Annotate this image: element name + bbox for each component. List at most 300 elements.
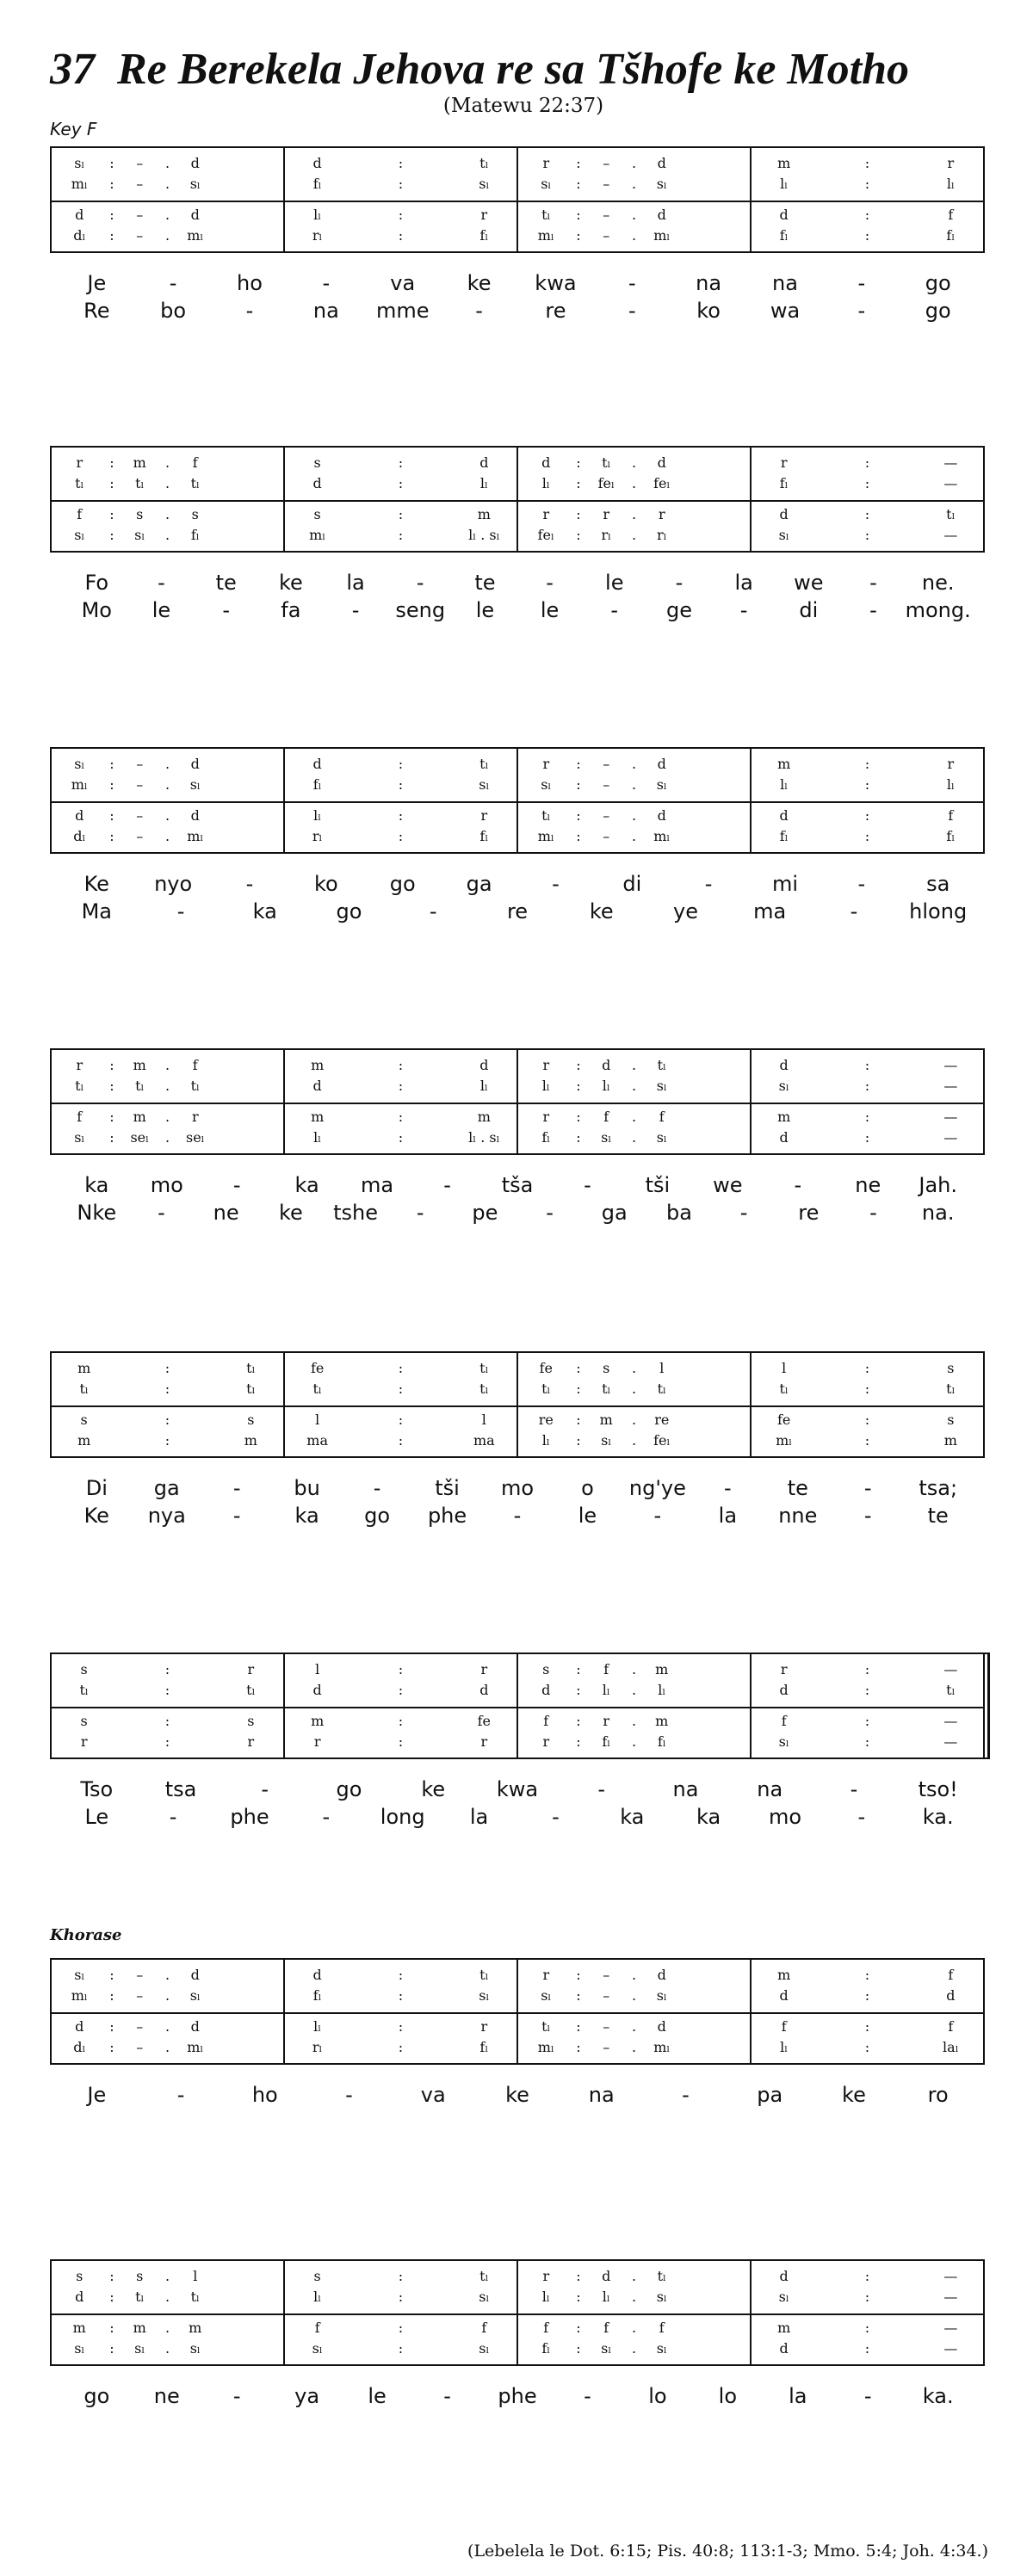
lyric-syllable: go: [925, 299, 951, 323]
note-cell: r: [603, 1713, 610, 1729]
voice-row: [752, 1986, 983, 2006]
lyric-syllable: seng: [395, 598, 446, 622]
lyric-syllable: -: [443, 1173, 451, 1197]
note-cell: d: [312, 1967, 322, 1983]
voice-row: [52, 1732, 283, 1752]
note-cell: fₗ: [657, 1733, 666, 1750]
note-cell: –: [136, 776, 144, 793]
lyric-syllable: -: [429, 899, 437, 924]
note-cell: :: [576, 2340, 581, 2357]
note-cell: :: [576, 1713, 581, 1729]
lyric-syllable: mme: [375, 299, 430, 323]
lyric-syllable: go: [84, 2384, 110, 2408]
staff: [50, 1652, 985, 1759]
note-cell: .: [164, 2289, 170, 2305]
note-cell: :: [398, 176, 404, 192]
note-cell: lₗ: [313, 2289, 322, 2305]
note-cell: d: [657, 155, 666, 171]
note-cell: f: [192, 1057, 198, 1073]
voice-row: [285, 225, 516, 246]
voice-row: [285, 153, 516, 174]
note-cell: :: [398, 454, 404, 471]
note-cell: :: [109, 2340, 114, 2357]
voice-row: [285, 2266, 516, 2287]
note-cell: r: [542, 1109, 550, 1125]
note-cell: sₗ: [656, 1987, 667, 2004]
lyric-syllable: ro: [927, 2083, 949, 2107]
note-cell: .: [164, 2018, 170, 2035]
note-cell: m: [777, 756, 791, 772]
note-cell: —: [943, 2320, 958, 2336]
note-cell: :: [864, 1078, 870, 1094]
lyric-syllable: la: [734, 571, 753, 595]
voice-row: [52, 225, 283, 246]
note-cell: ma: [306, 1432, 329, 1449]
note-cell: :: [864, 1360, 870, 1376]
note-cell: r: [480, 2018, 488, 2035]
note-cell: d: [779, 2268, 789, 2284]
lyric-syllable: ma: [753, 899, 787, 924]
lyric-syllable: -: [863, 1476, 872, 1500]
note-cell: fe: [776, 1412, 791, 1428]
note-cell: rₗ: [312, 2039, 323, 2055]
lyric-syllable: ke: [505, 2083, 529, 2107]
lyric-line: [50, 597, 985, 623]
lyric-line: [50, 1475, 985, 1501]
note-cell: tₗ: [541, 207, 551, 223]
note-cell: .: [631, 1360, 637, 1376]
note-cell: tₗ: [75, 1078, 84, 1094]
note-cell: –: [136, 828, 144, 844]
lyric-line: [50, 2082, 985, 2108]
lyric-syllable: va: [390, 271, 416, 295]
note-cell: tₗ: [479, 155, 489, 171]
note-cell: l: [315, 1412, 320, 1428]
lyric-syllable: Di: [85, 1476, 108, 1500]
measure: [52, 148, 283, 251]
lyric-syllable: -: [584, 2384, 591, 2408]
note-cell: :: [864, 2340, 870, 2357]
voice-row: [52, 2287, 283, 2307]
note-cell: re: [538, 1412, 554, 1428]
note-cell: d: [190, 207, 200, 223]
lyric-syllable: -: [850, 1777, 858, 1801]
note-cell: .: [631, 1129, 637, 1146]
note-cell: mₗ: [71, 1987, 88, 2004]
note-cell: :: [109, 527, 114, 543]
lyric-syllable: go: [389, 872, 416, 896]
lyric-syllable: te: [474, 571, 496, 595]
note-cell: lₗ: [313, 207, 322, 223]
note-cell: .: [164, 1057, 170, 1073]
voice-row: [518, 1379, 750, 1399]
note-cell: —: [943, 1109, 958, 1125]
lyric-syllable: -: [222, 598, 230, 622]
note-cell: s: [542, 1661, 550, 1677]
note-cell: dₗ: [73, 2039, 86, 2055]
lyric-syllable: ka.: [922, 2384, 954, 2408]
note-cell: —: [943, 1713, 958, 1729]
note-cell: :: [398, 1661, 404, 1677]
note-cell: fₗ: [541, 2340, 551, 2357]
note-cell: :: [576, 1109, 581, 1125]
note-cell: mₗ: [71, 176, 88, 192]
lyric-syllable: ya: [294, 2384, 320, 2408]
lyric-syllable: ka: [294, 1173, 319, 1197]
voice-row: [518, 1711, 750, 1732]
note-cell: sₗ: [778, 1078, 789, 1094]
measure: [283, 1960, 516, 2063]
lyric-syllable: ka.: [922, 1805, 954, 1829]
note-cell: :: [398, 1713, 404, 1729]
voice-row: [52, 2318, 283, 2338]
note-cell: :: [109, 176, 114, 192]
lyric-syllable: na: [696, 271, 722, 295]
note-cell: lₗ: [541, 1432, 550, 1449]
lyric-syllable: bu: [294, 1476, 320, 1500]
note-cell: :: [576, 756, 581, 772]
note-cell: tₗ: [657, 2268, 666, 2284]
note-cell: .: [631, 176, 637, 192]
note-cell: :: [864, 1432, 870, 1449]
lyric-syllable: o: [581, 1476, 594, 1500]
note-cell: sₗ: [479, 2340, 490, 2357]
note-cell: .: [631, 227, 637, 244]
note-cell: :: [398, 2289, 404, 2305]
measure: [516, 2261, 750, 2364]
note-cell: m: [655, 1713, 669, 1729]
note-cell: s: [191, 506, 199, 522]
note-cell: sₗ: [189, 1987, 201, 2004]
note-cell: :: [109, 155, 114, 171]
staff: [50, 2259, 985, 2366]
lyric-syllable: Je: [87, 2083, 107, 2107]
note-cell: :: [576, 227, 581, 244]
voice-row: [752, 225, 983, 246]
note-cell: –: [136, 1967, 144, 1983]
note-cell: —: [943, 1733, 958, 1750]
note-cell: mₗ: [71, 776, 88, 793]
voice-row: [752, 2338, 983, 2359]
voice-row: [285, 826, 516, 847]
measure: [516, 448, 750, 551]
note-cell: —: [943, 2268, 958, 2284]
note-cell: :: [109, 1987, 114, 2004]
note-cell: :: [576, 475, 581, 491]
note-cell: :: [864, 1713, 870, 1729]
voice-row: [285, 1680, 516, 1701]
note-cell: r: [191, 1109, 199, 1125]
note-cell: .: [631, 2268, 637, 2284]
voice-row: [285, 2017, 516, 2037]
note-cell: tₗ: [479, 756, 489, 772]
lyric-syllable: ba: [665, 1201, 692, 1225]
lyric-syllable: te: [927, 1504, 949, 1528]
lyric-syllable: Fo: [84, 571, 109, 595]
voice-row: [518, 1680, 750, 1701]
voice-row: [518, 174, 750, 195]
note-cell: .: [164, 2340, 170, 2357]
lyrics: [50, 570, 985, 639]
voice-row: [518, 2266, 750, 2287]
note-cell: –: [603, 1967, 610, 1983]
voice-row: [285, 806, 516, 826]
voice-row: [285, 1711, 516, 1732]
note-cell: :: [398, 1682, 404, 1698]
note-cell: —: [943, 1078, 958, 1094]
note-cell: –: [136, 756, 144, 772]
note-cell: .: [631, 776, 637, 793]
lyric-line: [50, 1776, 985, 1802]
note-cell: :: [398, 1733, 404, 1750]
note-cell: tₗ: [246, 1682, 256, 1698]
note-cell: d: [190, 2018, 200, 2035]
note-cell: :: [109, 227, 114, 244]
note-cell: f: [192, 454, 198, 471]
note-cell: tₗ: [75, 475, 84, 491]
voice-row: [285, 1379, 516, 1399]
note-cell: .: [164, 1967, 170, 1983]
lyric-syllable: nyo: [154, 872, 193, 896]
note-cell: lₗ: [602, 1078, 610, 1094]
voice-row: [752, 754, 983, 775]
note-cell: –: [136, 1987, 144, 2004]
note-cell: :: [398, 1967, 404, 1983]
voice-row: [52, 1076, 283, 1096]
note-cell: .: [164, 2268, 170, 2284]
note-cell: sₗ: [189, 176, 201, 192]
note-cell: lₗ: [780, 176, 789, 192]
note-cell: r: [76, 1057, 84, 1073]
lyric-syllable: -: [739, 598, 748, 622]
note-cell: d: [657, 2018, 666, 2035]
note-cell: .: [631, 1661, 637, 1677]
lyric-syllable: re: [506, 899, 529, 924]
note-cell: r: [480, 807, 488, 824]
note-cell: :: [109, 1109, 114, 1125]
note-cell: m: [477, 506, 491, 522]
note-cell: :: [164, 1733, 170, 1750]
voice-row: [52, 1410, 283, 1430]
lyric-syllable: -: [857, 299, 866, 323]
note-cell: re: [654, 1412, 670, 1428]
note-cell: tₗ: [135, 475, 145, 491]
lyric-syllable: pa: [757, 2083, 783, 2107]
voice-row: [518, 205, 750, 225]
note-cell: :: [864, 2289, 870, 2305]
voice-row: [752, 2287, 983, 2307]
voice-row: [752, 1965, 983, 1986]
note-cell: :: [576, 2018, 581, 2035]
measure: [283, 448, 516, 551]
note-cell: mₗ: [187, 227, 204, 244]
note-cell: :: [864, 1129, 870, 1146]
note-cell: sₗ: [778, 1733, 789, 1750]
note-cell: .: [164, 207, 170, 223]
note-cell: :: [164, 1360, 170, 1376]
note-cell: tₗ: [79, 1381, 89, 1397]
note-cell: m: [77, 1432, 91, 1449]
voice-row: [52, 775, 283, 795]
note-cell: :: [864, 776, 870, 793]
note-cell: sₗ: [656, 1078, 667, 1094]
lyric-syllable: la: [789, 2384, 807, 2408]
note-cell: l: [481, 1412, 486, 1428]
lyric-syllable: long: [380, 1805, 425, 1829]
note-cell: d: [779, 1987, 789, 2004]
voice-row: [52, 1711, 283, 1732]
note-cell: –: [603, 807, 610, 824]
note-cell: r: [247, 1733, 255, 1750]
note-cell: r: [542, 756, 550, 772]
note-cell: d: [312, 756, 322, 772]
note-cell: –: [136, 2039, 144, 2055]
lyric-syllable: -: [322, 1805, 331, 1829]
lyric-syllable: -: [869, 598, 877, 622]
voice-row: [52, 2338, 283, 2359]
note-cell: sₗ: [541, 1987, 552, 2004]
lyric-syllable: -: [869, 1201, 877, 1225]
note-cell: :: [864, 1381, 870, 1397]
note-cell: :: [398, 527, 404, 543]
note-cell: mₗ: [187, 2039, 204, 2055]
note-cell: f: [77, 1109, 83, 1125]
note-cell: :: [576, 176, 581, 192]
voice-row: [285, 1986, 516, 2006]
voice-row: [752, 504, 983, 525]
lyric-syllable: lo: [648, 2384, 667, 2408]
note-cell: mₗ: [537, 828, 554, 844]
note-cell: r: [542, 1057, 550, 1073]
note-cell: d: [75, 2018, 84, 2035]
lyric-syllable: tši: [435, 1476, 460, 1500]
lyric-syllable: ga: [466, 872, 492, 896]
note-cell: :: [576, 454, 581, 471]
note-cell: sₗ: [479, 2289, 490, 2305]
lyric-syllable: -: [857, 271, 866, 295]
voice-row: [752, 174, 983, 195]
note-cell: tₗ: [190, 2289, 200, 2305]
note-cell: lₗ . sₗ: [468, 1129, 500, 1146]
note-cell: r: [780, 1661, 788, 1677]
lyric-syllable: le: [152, 598, 171, 622]
lyric-syllable: mo: [150, 1173, 183, 1197]
note-cell: tₗ: [479, 1967, 489, 1983]
note-cell: .: [631, 1412, 637, 1428]
note-cell: .: [631, 1381, 637, 1397]
lyric-syllable: Je: [87, 271, 107, 295]
note-cell: s: [80, 1412, 88, 1428]
note-cell: tₗ: [79, 1682, 89, 1698]
lyric-syllable: te: [787, 1476, 808, 1500]
lyric-syllable: na.: [921, 1201, 955, 1225]
voice-row: [752, 1127, 983, 1148]
note-cell: :: [576, 1057, 581, 1073]
note-cell: :: [576, 1967, 581, 1983]
note-cell: rₗ: [312, 828, 323, 844]
lyric-syllable: ne: [153, 2384, 180, 2408]
lyric-syllable: -: [345, 2083, 353, 2107]
note-cell: :: [576, 828, 581, 844]
voice-row: [52, 1358, 283, 1379]
lyric-syllable: -: [628, 271, 636, 295]
note-cell: sₗ: [479, 776, 490, 793]
note-cell: .: [631, 155, 637, 171]
note-cell: :: [864, 1057, 870, 1073]
note-cell: sₗ: [74, 2340, 85, 2357]
lyric-syllable: phe: [498, 2384, 537, 2408]
note-cell: fₗ: [779, 828, 789, 844]
note-cell: d: [657, 756, 666, 772]
lyric-syllable: Ke: [84, 1504, 109, 1528]
note-cell: tₗ: [946, 1682, 956, 1698]
lyric-syllable: te: [215, 571, 237, 595]
note-cell: ma: [473, 1432, 495, 1449]
note-cell: :: [109, 2289, 114, 2305]
note-cell: dₗ: [73, 828, 86, 844]
voice-row: [52, 525, 283, 546]
lyric-syllable: -: [552, 1805, 560, 1829]
note-cell: r: [247, 1661, 255, 1677]
note-cell: f: [659, 1109, 665, 1125]
lyric-syllable: -: [857, 1805, 866, 1829]
voice-row: [285, 1659, 516, 1680]
lyric-syllable: ne.: [921, 571, 955, 595]
lyric-syllable: Re: [84, 299, 110, 323]
note-cell: –: [603, 227, 610, 244]
note-cell: .: [164, 2320, 170, 2336]
lyric-syllable: ke: [421, 1777, 446, 1801]
lyrics: [50, 871, 985, 940]
lyrics: [50, 1776, 985, 1845]
lyric-syllable: bo: [160, 299, 187, 323]
note-cell: tₗ: [479, 1360, 489, 1376]
voice-row: [285, 2318, 516, 2338]
lyric-syllable: go: [925, 271, 951, 295]
note-cell: m: [133, 454, 146, 471]
voice-row: [752, 775, 983, 795]
note-cell: —: [943, 1057, 958, 1073]
lyric-line: [50, 899, 985, 924]
measure: [750, 2261, 983, 2364]
note-cell: .: [164, 2039, 170, 2055]
note-cell: d: [190, 807, 200, 824]
note-cell: :: [864, 807, 870, 824]
lyric-syllable: -: [232, 1476, 241, 1500]
lyric-syllable: phe: [230, 1805, 269, 1829]
voice-row: [752, 1107, 983, 1127]
note-cell: :: [576, 2268, 581, 2284]
voice-row: [752, 826, 983, 847]
note-cell: fe: [477, 1713, 492, 1729]
note-cell: :: [576, 1733, 581, 1750]
lyric-syllable: -: [863, 2384, 872, 2408]
note-cell: –: [136, 227, 144, 244]
note-cell: :: [109, 1129, 114, 1146]
note-cell: :: [864, 1661, 870, 1677]
voice-row: [752, 473, 983, 494]
lyric-syllable: -: [675, 571, 684, 595]
note-cell: .: [631, 828, 637, 844]
note-cell: .: [164, 155, 170, 171]
note-cell: d: [779, 2340, 789, 2357]
voice-row: [518, 1055, 750, 1076]
note-cell: :: [576, 155, 581, 171]
note-cell: sₗ: [479, 1987, 490, 2004]
note-cell: r: [480, 207, 488, 223]
note-cell: .: [631, 2289, 637, 2305]
note-cell: .: [631, 207, 637, 223]
